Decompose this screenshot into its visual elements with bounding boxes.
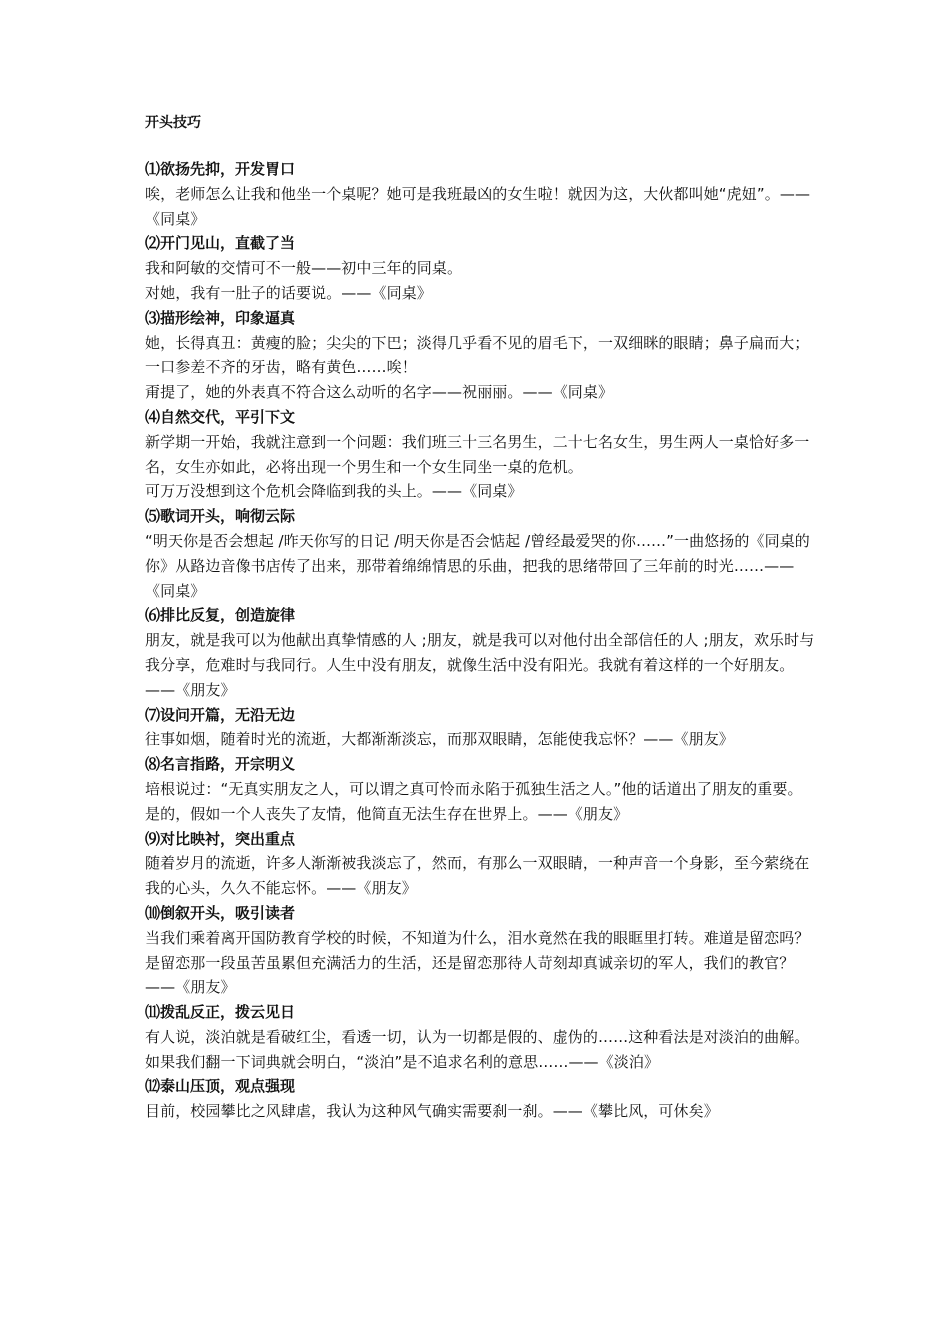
section-paragraph: 如果我们翻一下词典就会明白，“淡泊”是不追求名利的意思……——《淡泊》 [145,1052,660,1071]
document-title: 开头技巧 [145,115,201,131]
section-paragraph: 我和阿敏的交情可不一般——初中三年的同桌。 [145,259,463,278]
section-paragraph: 她，长得真丑：黄瘦的脸；尖尖的下巴；淡得几乎看不见的眉毛下，一双细眯的眼睛；鼻子扁而大；一口参差不齐的牙齿，略有黄色……唉！ [145,333,810,377]
section [145,1074,820,1124]
section-heading: ⑸歌词开头，响彻云际 [145,507,296,526]
section-heading: ⑻名言指路，开宗明义 [145,755,296,774]
section [145,504,820,603]
section-paragraph: 当我们乘着离开国防教育学校的时候，不知道为什么，泪水竟然在我的眼眶里打转。难道是留恋吗？ [145,928,810,947]
section-heading: ⑵开门见山，直截了当 [145,234,296,253]
section-paragraph: 随着岁月的流逝，许多人渐渐被我淡忘了，然而，有那么一双眼睛，一种声音一个身影，至今萦绕在我的心头，久久不能忘怀。——《朋友》 [145,854,810,898]
section [145,306,820,405]
section [145,157,820,231]
section-paragraph: 培根说过：“无真实朋友之人，可以谓之真可怜而永陷于孤独生活之人。”他的话道出了朋友的重要。 [145,779,803,798]
section-paragraph: “明天你是否会想起 /昨天你写的日记 /明天你是否会惦起 /曾经最爱哭的你……”一曲悠扬的《同桌的你》从路边音像书店传了出来，那带着绵绵情思的乐曲，把我的思绪带回了三年前的时光……——《同桌》 [145,531,810,600]
section-paragraph: 新学期一开始，我就注意到一个问题：我们班三十三名男生，二十七名女生，男生两人一桌恰好多一名，女生亦如此，必将出现一个男生和一个女生同坐一桌的危机。 [145,432,810,476]
section-paragraph: 目前，校园攀比之风肆虐，我认为这种风气确实需要刹一刹。——《攀比风，可休矣》 [145,1102,719,1121]
section-heading: ⑴欲扬先抑，开发胃口 [145,160,296,178]
document-page [145,113,820,1124]
section-paragraph: 甭提了，她的外表真不符合这么动听的名字——祝丽丽。——《同桌》 [145,383,614,402]
section [145,1000,820,1074]
section [145,231,820,305]
section-heading: ⑿泰山压顶，观点强现 [145,1077,296,1096]
section [145,703,820,753]
section-heading: ⑹排比反复，创造旋律 [145,606,296,625]
section [145,405,820,504]
section-paragraph: 朋友，就是我可以为他献出真挚情感的人 ;朋友，就是我可以对他付出全部信任的人 ;朋友，欢乐时与我分享，危难时与我同行。人生中没有朋友，就像生活中没有阳光。我就有着这样的一个好朋友。——《朋友》 [145,631,815,699]
section [145,827,820,901]
section-paragraph: 唉，老师怎么让我和他坐一个桌呢？她可是我班最凶的女生啦！就因为这，大伙都叫她“虎妞”。——《同桌》 [145,184,811,228]
section-paragraph: 往事如烟，随着时光的流逝，大都渐渐淡忘，而那双眼睛，怎能使我忘怀？——《朋友》 [145,730,734,749]
section [145,901,820,1000]
section-paragraph: 对她，我有一肚子的话要说。——《同桌》 [145,283,432,302]
section-heading: ⑺设问开篇，无沿无边 [145,705,296,724]
section-heading: ⑽倒叙开头，吸引读者 [145,903,296,922]
section-paragraph: 是的，假如一个人丧失了友情，他简直无法生存在世界上。——《朋友》 [145,804,629,823]
section [145,603,820,702]
section-heading: ⑾拨乱反正，拨云见日 [145,1003,296,1022]
section-heading: ⑼对比映衬，突出重点 [145,829,296,848]
section [145,752,820,826]
section-heading: ⑶描形绘神，印象逼真 [145,308,296,327]
section-paragraph: 有人说，淡泊就是看破红尘，看透一切，认为一切都是假的、虚伪的……这种看法是对淡泊的曲解。 [145,1027,810,1046]
sections-container [145,157,820,1124]
section-paragraph: 可万万没想到这个危机会降临到我的头上。——《同桌》 [145,482,523,501]
section-paragraph: 是留恋那一段虽苦虽累但充满活力的生活，还是留恋那待人苛刻却真诚亲切的军人，我们的教官？——《朋友》 [145,953,795,997]
section-heading: ⑷自然交代，平引下文 [145,407,296,426]
